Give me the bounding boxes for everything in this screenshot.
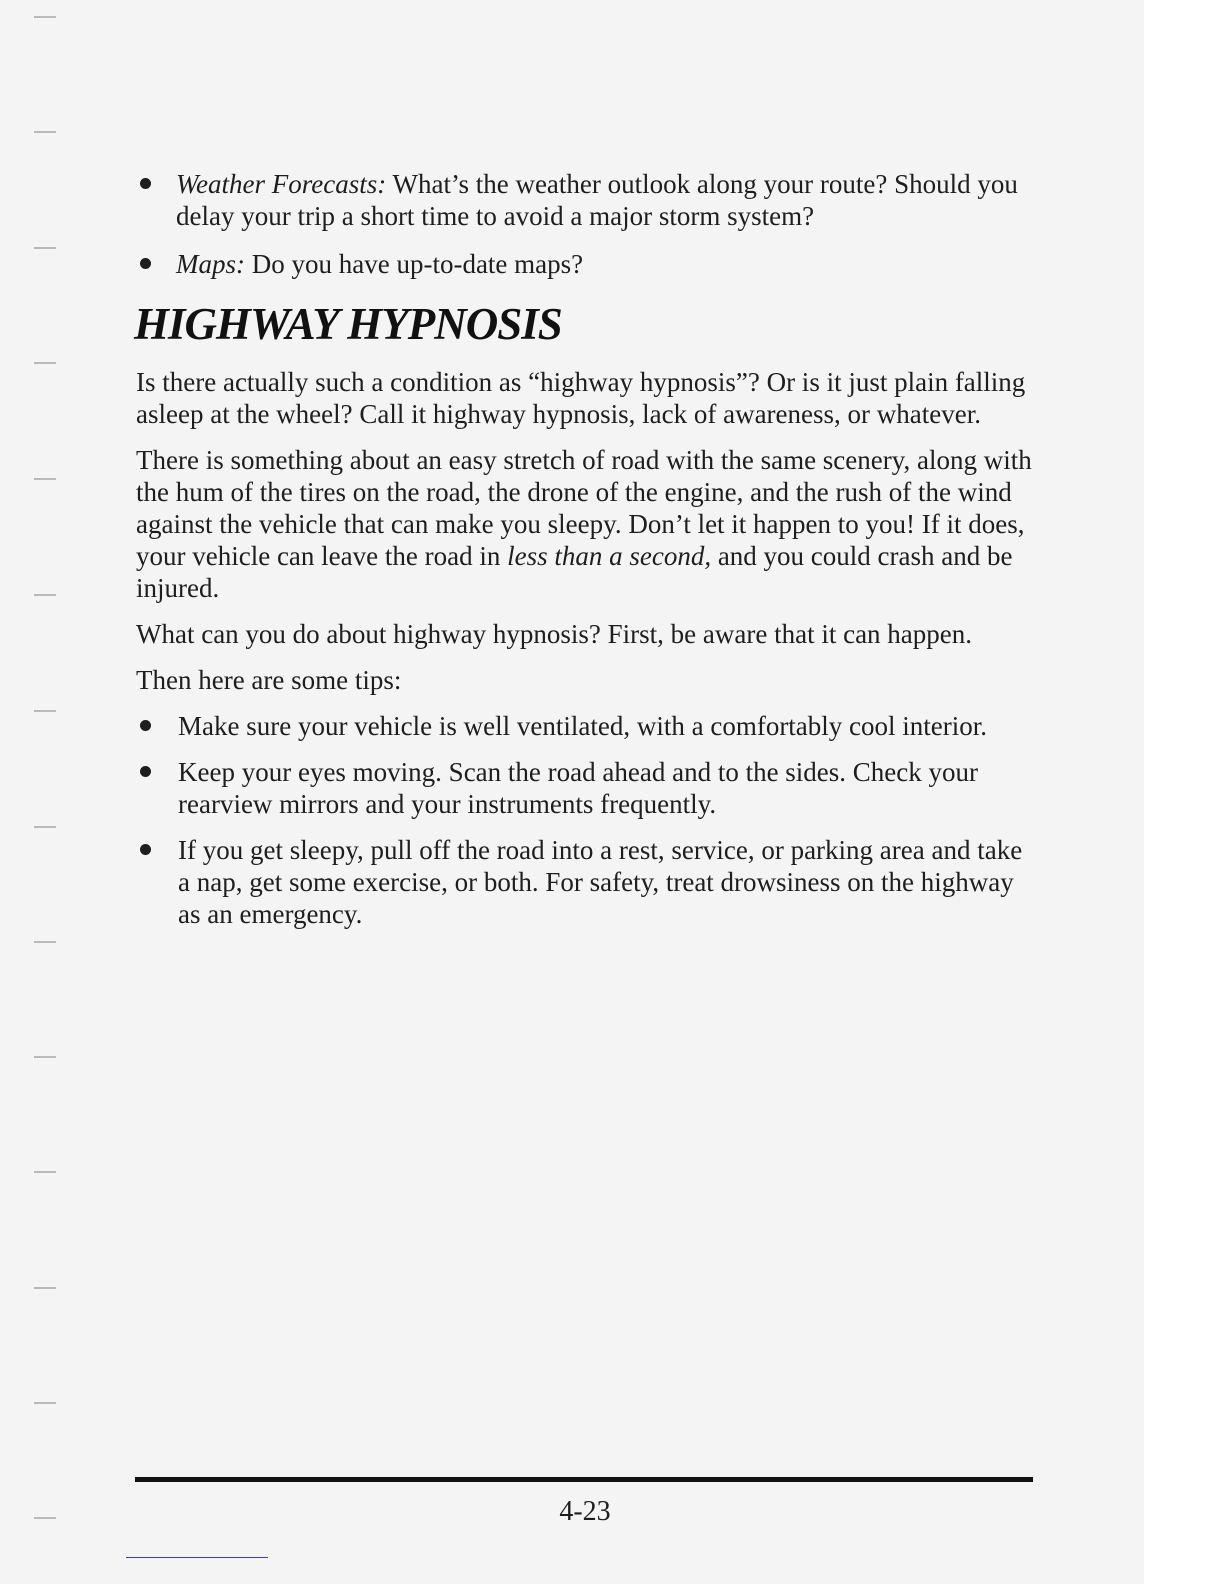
bullet-text: What’s the weather outlook along your route? Should you delay your trip a short time to avoid a major storm system?	[176, 169, 1018, 231]
paragraph-scenery	[136, 444, 1036, 604]
margin-tick	[34, 478, 56, 480]
paragraph-text: There is something about an easy stretch of road with the same scenery, along with the hum of the tires on the road, the drone of the engine, and the rush of the wind against the vehicle that can make you sleepy. Don’t let it happen to you! If it does, your vehicle can leave the road in	[136, 445, 1032, 571]
list-item	[136, 756, 1036, 820]
tip-text: Make sure your vehicle is well ventilated, with a comfortably cool interior.	[178, 711, 988, 741]
margin-tick	[34, 710, 56, 712]
paragraph-intro: Is there actually such a condition as “highway hypnosis”? Or is it just plain falling asleep at the wheel? Call it highway hypnosis, lack of awareness, or whatever.	[136, 367, 1026, 429]
paragraph-tips-intro: Then here are some tips:	[136, 665, 402, 695]
section-heading: HIGHWAY HYPNOSIS	[134, 299, 562, 349]
bullet-dot-icon	[140, 720, 151, 731]
margin-tick	[34, 1056, 56, 1058]
tips-list	[136, 710, 1036, 930]
bullet-dot-icon	[140, 178, 151, 189]
margin-tick	[34, 1287, 56, 1289]
emphasis-text: less than a second,	[507, 541, 712, 571]
footer-rule	[135, 1477, 1033, 1482]
bullet-dot-icon	[140, 766, 151, 777]
margin-tick	[34, 594, 56, 596]
bullet-lead: Maps:	[176, 249, 245, 279]
bullet-lead: Weather Forecasts:	[176, 169, 387, 199]
bullet-item-weather	[136, 168, 1036, 232]
margin-tick	[34, 826, 56, 828]
margin-tick	[34, 1171, 56, 1173]
margin-tick	[34, 247, 56, 249]
margin-tick	[34, 941, 56, 943]
bullet-dot-icon	[140, 258, 151, 269]
margin-tick	[34, 131, 56, 133]
paragraph-what-to-do: What can you do about highway hypnosis? First, be aware that it can happen.	[136, 619, 973, 649]
bullet-dot-icon	[140, 844, 151, 855]
bullet-text: Do you have up-to-date maps?	[245, 249, 584, 279]
list-item	[136, 710, 1036, 742]
tip-text: If you get sleepy, pull off the road into a rest, service, or parking area and take a nap, get some exercise, or both. For safety, treat drowsiness on the highway as an emergency.	[178, 835, 1023, 929]
bullet-item-maps	[136, 248, 1036, 280]
page-number: 4-23	[559, 1496, 611, 1527]
margin-tick	[34, 16, 56, 18]
tip-text: Keep your eyes moving. Scan the road ahead and to the sides. Check your rearview mirrors and your instruments frequently.	[178, 757, 979, 819]
page-content	[136, 168, 1036, 944]
link-underline-artifact	[126, 1557, 268, 1558]
paragraph-text: and you could crash and be injured.	[136, 541, 1013, 603]
margin-tick	[34, 1402, 56, 1404]
margin-tick	[34, 362, 56, 364]
list-item	[136, 834, 1036, 930]
